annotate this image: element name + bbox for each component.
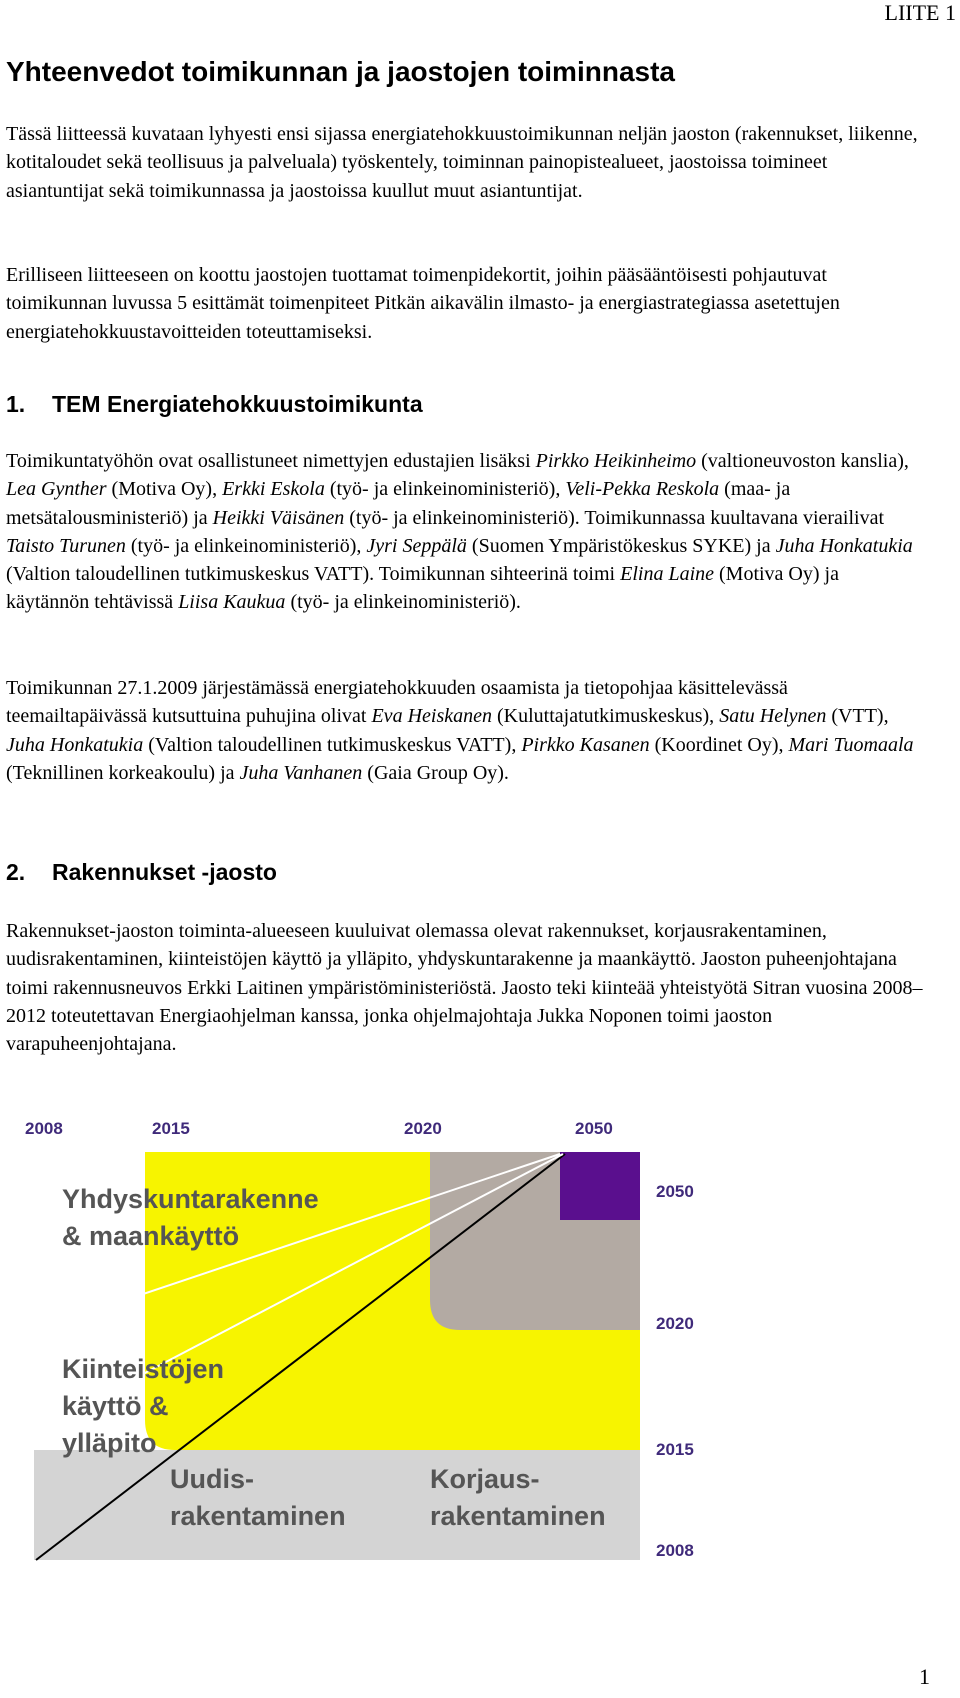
- section-2-number: 2.: [6, 859, 26, 885]
- intro-paragraph-2: Erilliseen liitteeseen on koottu jaostojen tuottamat toimenpidekortit, joihin pääsääntöisesti pohjautuvat toimikunnan luvussa 5 esittämät toimenpiteet Pitkän aikavälin ilmasto- ja energiastrategiassa asetettujen energiatehokkuustavoitteiden toteuttamiseksi.: [6, 264, 840, 343]
- section-1-paragraph-2: Toimikunnan 27.1.2009 järjestämässä energiatehokkuuden osaamista ja tietopohjaa käsittelevässä teemailtapäivässä kutsuttuina puhujina olivat Eva Heiskanen (Kuluttajatutkimuskeskus), Satu Helynen (VTT), Juha Honkatukia (Valtion taloudellinen tutkimuskeskus VATT), Pirkko Kasanen (Koordinet Oy), Mari Tuomaala (Teknillinen korkeakoulu) ja Juha Vanhanen (Gaia Group Oy).: [6, 677, 914, 784]
- person-name: Jyri Seppälä: [366, 534, 467, 557]
- label-kaytto: käyttö &: [62, 1391, 169, 1421]
- person-name: Juha Honkatukia: [6, 733, 144, 756]
- side-year-2015: 2015: [656, 1440, 694, 1459]
- section-1-title: TEM Energiatehokkuustoimikunta: [52, 391, 423, 417]
- top-year-2008: 2008: [25, 1119, 63, 1138]
- label-uudisrakentaminen: rakentaminen: [170, 1501, 346, 1531]
- person-name: Eva Heiskanen: [371, 705, 492, 728]
- label-maankaytto: & maankäyttö: [62, 1221, 240, 1251]
- label-uudis: Uudis-: [170, 1464, 254, 1494]
- top-year-2020: 2020: [404, 1119, 442, 1138]
- person-name: Mari Tuomaala: [788, 733, 914, 756]
- top-year-2050: 2050: [575, 1119, 613, 1138]
- building-sector-diagram: [0, 1100, 960, 1580]
- person-name: Lea Gynther: [6, 478, 107, 501]
- person-name: Juha Vanhanen: [239, 761, 363, 784]
- section-2-paragraph-1: Rakennukset-jaoston toiminta-alueeseen kuuluivat olemassa olevat rakennukset, korjausrakentaminen, uudisrakentaminen, kiinteistöjen käyttö ja ylläpito, yhdyskuntarakenne ja maankäyttö. Jaoston puheenjohtajana toimi rakennusneuvos Erkki Laitinen ympäristöministeriöstä. Jaosto teki kiinteää yhteistyötä Sitran vuosina 2008–2012 toteutettavan Energiaohjelman kanssa, jonka ohjelmajohtaja Jukka Noponen toimi jaoston varapuheenjohtajana.: [6, 920, 923, 1056]
- label-yllapito: ylläpito: [62, 1428, 157, 1458]
- person-name: Pirkko Kasanen: [521, 733, 650, 756]
- section-1-heading: [6, 390, 423, 418]
- section-1-number: 1.: [6, 391, 26, 417]
- person-name: Elina Laine: [620, 563, 714, 586]
- intro-paragraph-1: Tässä liitteessä kuvataan lyhyesti ensi sijassa energiatehokkuustoimikunnan neljän jaoston (rakennukset, liikenne, kotitaloudet sekä teollisuus ja palveluala) työskentely, toiminnan painopistealueet, jaostoissa toimineet asiantuntijat sekä toimikunnassa ja jaostoissa kuullut muut asiantuntijat.: [6, 123, 918, 202]
- person-name: Veli-Pekka Reskola: [565, 478, 720, 501]
- section-2-title: Rakennukset -jaosto: [52, 859, 277, 885]
- top-year-2015: 2015: [152, 1119, 190, 1138]
- page-title: Yhteenvedot toimikunnan ja jaostojen toiminnasta: [6, 56, 675, 87]
- person-name: Heikki Väisänen: [212, 506, 345, 529]
- side-year-2050: 2050: [656, 1182, 694, 1201]
- person-name: Juha Honkatukia: [775, 534, 913, 557]
- section-1-paragraph-1: Toimikuntatyöhön ovat osallistuneet nimettyjen edustajien lisäksi Pirkko Heikinheimo (valtioneuvoston kanslia), Lea Gynther (Motiva Oy), Erkki Eskola (työ- ja elinkeinoministeriö), Veli-Pekka Reskola (maa- ja metsätalousministeriö) ja Heikki Väisänen (työ- ja elinkeinoministeriö). Toimikunnassa kuultavana vierailivat Taisto Turunen (työ- ja elinkeinoministeriö), Jyri Seppälä (Suomen Ympäristökeskus SYKE) ja Juha Honkatukia (Valtion taloudellinen tutkimuskeskus VATT). Toimikunnan sihteerinä toimi Elina Laine (Motiva Oy) ja käytännön tehtävissä Liisa Kaukua (työ- ja elinkeinoministeriö).: [6, 450, 913, 614]
- label-korjaus: Korjaus-: [430, 1464, 540, 1494]
- person-name: Taisto Turunen: [6, 534, 126, 557]
- side-year-2008: 2008: [656, 1541, 694, 1560]
- person-name: Pirkko Heikinheimo: [535, 450, 697, 472]
- person-name: Liisa Kaukua: [178, 591, 286, 614]
- page-number: 1: [919, 1664, 930, 1689]
- purple-area: [560, 1152, 640, 1220]
- label-kiinteistojen: Kiinteistöjen: [62, 1354, 225, 1384]
- person-name: Satu Helynen: [719, 705, 827, 728]
- person-name: Erkki Eskola: [222, 478, 325, 501]
- label-yhdyskuntarakenne: Yhdyskuntarakenne: [62, 1184, 319, 1214]
- label-korjausrakentaminen: rakentaminen: [430, 1501, 606, 1531]
- side-year-2020: 2020: [656, 1314, 694, 1333]
- section-2-heading: [6, 858, 277, 886]
- appendix-label: LIITE 1: [884, 0, 956, 25]
